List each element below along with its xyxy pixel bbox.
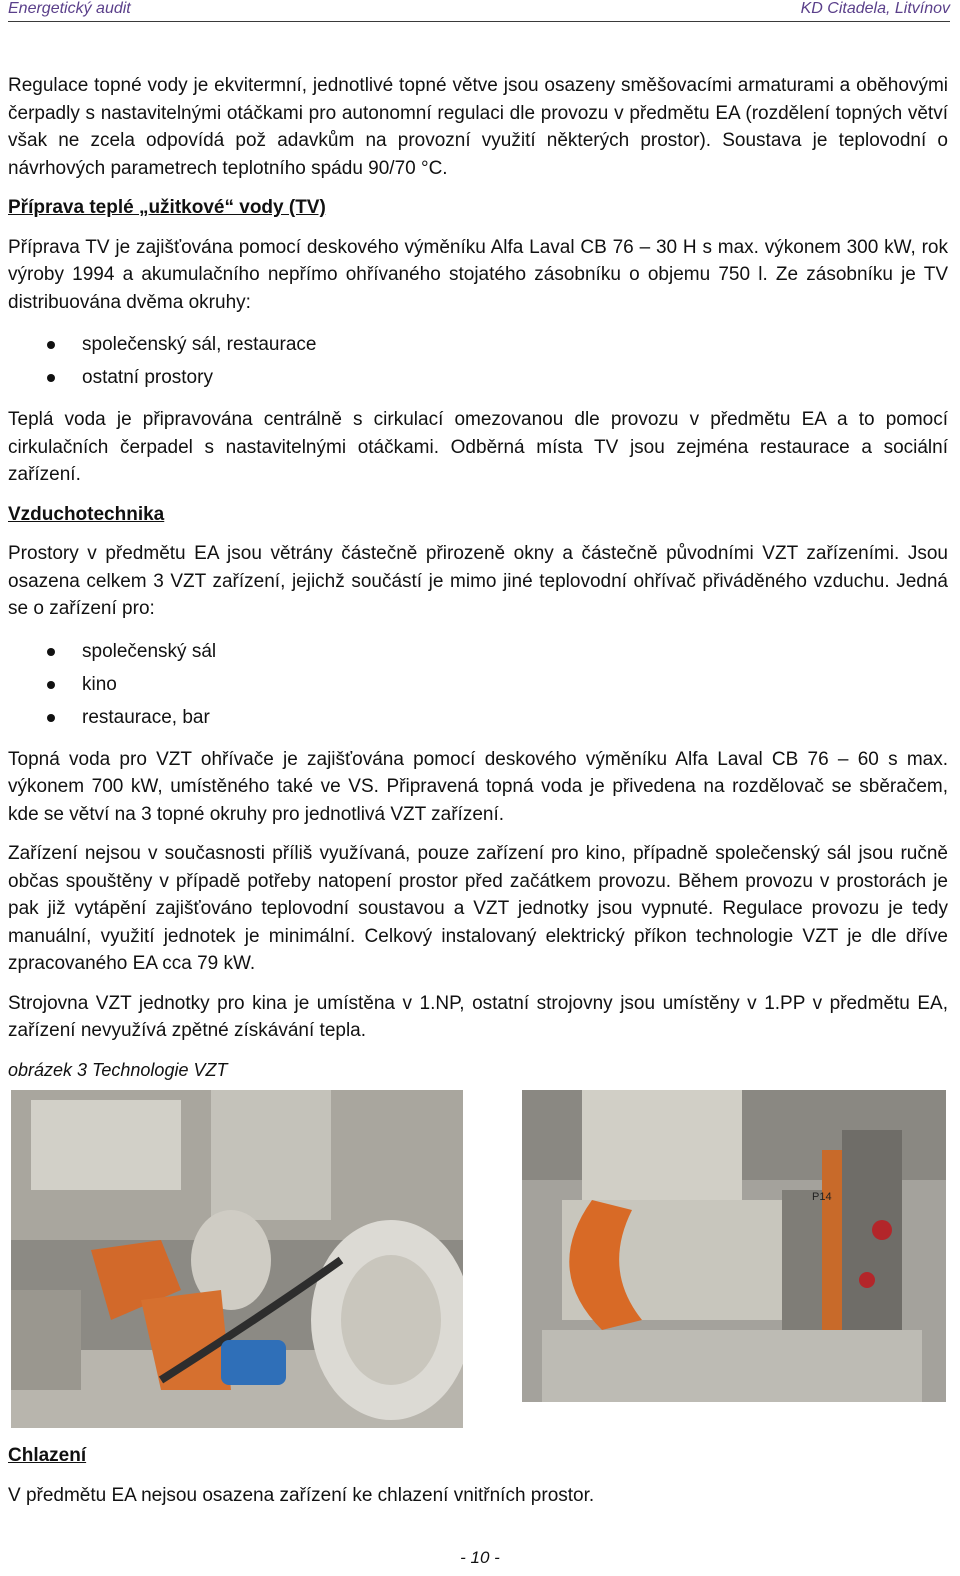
heading-hot-water: Příprava teplé „užitkové“ vody (TV): [8, 197, 326, 218]
heading-ventilation: Vzduchotechnika: [8, 503, 165, 525]
paragraph-ventilation-location: Strojovna VZT jednotky pro kina je umístěna v 1.NP, ostatní strojovny jsou umístěny v 1.PP v předmětu EA, zařízení nevyužívá zpětné získávání tepla.: [8, 992, 948, 1041]
paragraph-cooling: V předmětu EA nejsou osazena zařízení ke chlazení vnitřních prostor.: [8, 1484, 595, 1506]
paragraph-heating-regulation: Regulace topné vody je ekvitermní, jednotlivé topné větve jsou osazeny směšovacími armaturami a oběhovými čerpadly s nastavitelnými otáčkami pro autonomní regulaci dle provozu v předmětu EA (rozdělení topných větví však ne zcela odpovídá pož adavkům na provozní využití některých prostor). Soustava je teplovodní o návrhových parametrech teplotního spádu 90/70 °C.: [8, 75, 948, 179]
page-header: [8, 0, 950, 22]
figure-caption: obrázek 3 Technologie VZT: [8, 1059, 228, 1080]
figure-photos: [8, 1090, 948, 1430]
ventilation-units-list: [8, 635, 948, 734]
header-project: KD Citadela, Litvínov: [800, 0, 950, 17]
photo-air-handling-unit: [522, 1090, 946, 1402]
document-body: [8, 72, 948, 1521]
paragraph-ventilation-intro: Prostory v předmětu EA jsou větrány částečně přirozeně okny a částečně původními VZT zařízeními. Jsou osazena celkem 3 VZT zařízení, jejichž součástí je mimo jiné teplovodní ohřívač přiváděného vzduchu. Jedná se o zařízení pro:: [8, 543, 948, 619]
photo-ventilation-fans: [11, 1090, 463, 1428]
hot-water-circuits-list: [8, 328, 948, 394]
list-item: ostatní prostory: [8, 361, 948, 394]
header-title: Energetický audit: [8, 0, 131, 17]
paragraph-ventilation-heating: Topná voda pro VZT ohřívače je zajišťována pomocí deskového výměníku Alfa Laval CB 76 – 60 s max. výkonem 700 kW, umístěného také ve VS. Připravená topná voda je přivedena na rozdělovač se sběračem, kde se větví na 3 topné okruhy pro jednotlivá VZT zařízení.: [8, 748, 948, 825]
paragraph-hot-water-circulation: Teplá voda je připravována centrálně s cirkulací omezovanou dle provozu v předmětu EA a to pomocí cirkulačních čerpadel s nastavitelnými otáčkami. Odběrná místa TV jsou zejména restaurace a sociální zařízení.: [8, 409, 948, 485]
list-item: společenský sál: [8, 635, 948, 668]
paragraph-hot-water-preparation: Příprava TV je zajišťována pomocí deskového výměníku Alfa Laval CB 76 – 30 H s max. výkonem 300 kW, rok výroby 1994 a akumulačního nepřímo ohřívaného stojatého zásobníku o objemu 750 l. Ze zásobníku je TV distribuována dvěma okruhy:: [8, 236, 948, 313]
heading-cooling: Chlazení: [8, 1445, 87, 1466]
list-item: společenský sál, restaurace: [8, 328, 948, 361]
page-number: - 10 -: [460, 1548, 500, 1567]
list-item: kino: [8, 668, 948, 701]
photo-unit-label: P14: [812, 1191, 832, 1203]
list-item: restaurace, bar: [8, 701, 948, 734]
paragraph-ventilation-operation: Zařízení nejsou v současnosti příliš využívaná, pouze zařízení pro kino, případně společenský sál jsou ručně občas spouštěny v případě potřeby natopení prostor před začátkem provozu. Během provozu v prostorách je pak již vytápění zajišťováno teplovodní soustavou a VZT jednotky jsou vypnuté. Regulace provozu je tedy manuální, využití jednotek je minimální. Celkový instalovaný elektrický příkon technologie VZT je dle dříve zpracovaného EA cca 79 kW.: [8, 843, 948, 974]
